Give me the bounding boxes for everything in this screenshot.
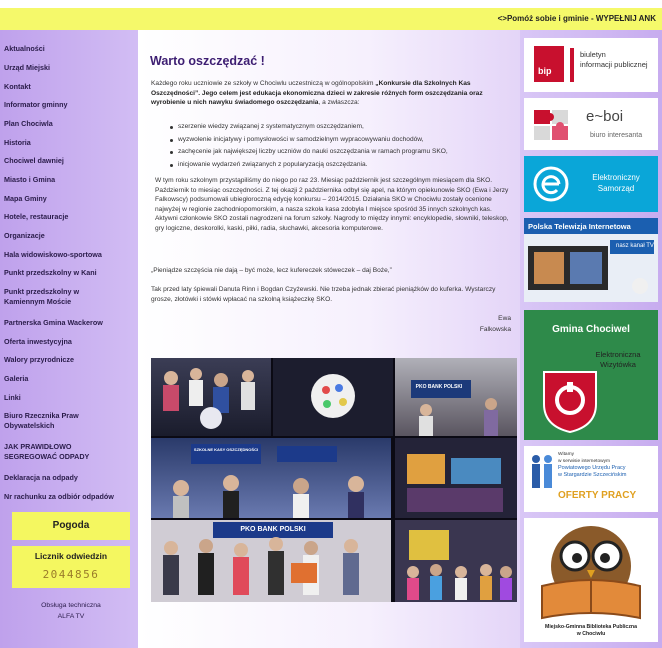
job-offers-title: OFERTY PRACY [558, 490, 637, 501]
bip-link[interactable] [524, 38, 658, 92]
nav-item-organizacje[interactable]: Organizacje [4, 231, 45, 240]
banner-text: PKO BANK POLSKI [415, 384, 463, 390]
visit-counter-label: Licznik odwiedzin [34, 551, 108, 561]
nav-item-linki[interactable]: Linki [4, 393, 21, 402]
nav-item-hala[interactable]: Hala widowiskowo-sportowa [4, 250, 102, 259]
bip-label [580, 50, 648, 70]
eboi-subtitle: biuro interesanta [590, 132, 643, 139]
e-logo-icon [532, 165, 570, 203]
bip-label-line: biuletyn [580, 50, 606, 59]
library-label [524, 624, 658, 638]
tv-link[interactable] [524, 218, 658, 302]
gmina-title: Gmina Chociwel [552, 324, 630, 335]
nav-item-segregacja[interactable]: JAK PRAWIDŁOWO SEGREGOWAĆ ODPADY [4, 442, 90, 461]
nav-item-miasto-i-gmina[interactable]: Miasto i Gmina [4, 175, 56, 184]
eboi-link[interactable] [524, 98, 658, 150]
nav-item-plan-chociwla[interactable]: Plan Chociwla [4, 119, 53, 128]
article-intro-text: Każdego roku uczniowie ze szkoły w Chociwlu uczestniczą w ogólnopolskim [151, 80, 376, 87]
nav-item-punkt-kania[interactable]: Punkt przedszkolny w Kani [4, 268, 97, 277]
tech-support-company: ALFA TV [57, 613, 85, 620]
gmina-label-line: Wizytówka [600, 360, 636, 369]
banner-text: SZKOLNE KASY OSZCZĘDNOŚCI [193, 447, 259, 452]
visit-counter-value: 2044856 [42, 568, 100, 581]
e-samorzad-link[interactable] [524, 156, 658, 212]
collage-image [151, 358, 517, 602]
list-item: zachęcenie jak największej liczby uczniów do nauki oszczędzania w ramach programu SKO, [170, 146, 510, 159]
list-item: szerzenie wiedzy związanej z systematycznym oszczędzaniem, [170, 121, 510, 134]
nav-item-hotele[interactable]: Hotele, restauracje [4, 212, 69, 221]
nav-item-informator[interactable]: Informator gminny [4, 100, 68, 109]
nav-item-oferta-inwestycyjna[interactable]: Oferta inwestycyjna [4, 337, 72, 346]
gmina-label [578, 350, 658, 370]
bip-logo-text: bip [538, 66, 552, 76]
e-samorzad-line: Samorząd [597, 184, 635, 193]
list-item: wyzwolenie inicjatywy i pomysłowości w samodzielnym wypracowywaniu dochodów, [170, 134, 510, 147]
owl-icon [532, 520, 650, 624]
banner-text: PKO BANK POLSKI [240, 526, 306, 533]
nav-item-urzad-miejski[interactable]: Urząd Miejski [4, 63, 50, 72]
nav-item-rzecznik[interactable]: Biuro Rzecznika Praw Obywatelskich [4, 411, 79, 430]
nav-item-historia[interactable]: Historia [4, 138, 31, 147]
coat-of-arms-icon [540, 368, 600, 434]
signature-first-name: Ewa [498, 315, 511, 322]
job-offers-link[interactable] [524, 446, 658, 512]
goals-list [170, 121, 510, 171]
bip-divider [570, 48, 574, 82]
tech-support[interactable] [12, 600, 130, 622]
nav-item-wackerow[interactable]: Partnerska Gmina Wackerow [4, 318, 103, 327]
article-intro [151, 79, 515, 108]
article-paragraph: W tym roku szkolnym przystąpiliśmy do niego po raz 23. Miesiąc październik jest szczególnym miesiącem dla SKO. Październik to miesiąc oszczędności. Z tej okazji 2 października odbył się apel, na którym opiekunowie SKO (Ewa i Jerzy Falkowscy) podsumowali ubiegłoroczną edycję konkursu – 2014/2015. Działania SKO w Chociwlu zostały ocenione najwyżej w regionie zachodniopomorskim, a nasza szkoła kasa zdobyła I miejsce spośród 35 innych szkolnych kas. Aktywni członkowie SKO zostali nagrodzeni na forum szkoły. Nagrody to między innymi: encyklopedie, słowniki, teleskop, gry logiczne, deskorolki, kaski, piłki, radia, słuchawki, akcesoria komputerowe. [155, 177, 509, 232]
page-title: Warto oszczędzać ! [150, 54, 265, 68]
e-samorzad-line: Elektroniczny [592, 173, 640, 182]
e-samorzad-label [580, 172, 652, 194]
bip-logo-icon [534, 46, 564, 82]
article-paragraph: Tak przed laty śpiewali Danuta Rinn i Bogdan Czyżewski. Nie trzeba jednak zbierać pieniążków do kuferka. Wystarczy grosze, złotówki i stówki wpłacać na szkolną książeczkę SKO. [151, 286, 496, 303]
gmina-chociwel-link[interactable] [524, 310, 658, 440]
nav-item-mapa-gminy[interactable]: Mapa Gminy [4, 194, 47, 203]
visit-counter [12, 546, 130, 588]
nav-item-deklaracja[interactable]: Deklaracja na odpady [4, 473, 78, 482]
list-item: inicjowanie wydarzeń związanych z popularyzacją oszczędzania. [170, 159, 510, 172]
article-intro-end: , a zwłaszcza: [318, 99, 360, 106]
eboi-title: e~boi [586, 108, 624, 125]
people-icon [530, 454, 554, 490]
photo-collage[interactable] [151, 358, 517, 602]
article-signature [455, 313, 511, 335]
job-office-label [558, 452, 656, 478]
article-intro-bold: „Konkursie dla Szkolnych Kas Oszczędności”. Jego celem jest edukacja ekonomiczna dzieci w zakresie różnych form oszczędzania oraz wyrobienie u nich nawyku świadomego oszczędzania [151, 80, 483, 106]
gmina-label-line: Elektroniczna [595, 350, 641, 359]
job-line: w serwisie internetowym [558, 458, 610, 464]
job-line: Powiatowego Urzędu Pracy [558, 465, 626, 471]
library-link[interactable] [524, 518, 658, 642]
bip-label-line: informacji publicznej [580, 60, 648, 69]
puzzle-icon [532, 106, 576, 142]
tech-support-label: Obsługa techniczna [41, 602, 101, 609]
job-line: w Stargardzie Szczecińskim [558, 471, 627, 478]
nav-item-kontakt[interactable]: Kontakt [4, 82, 31, 91]
marquee-link[interactable]: <>Pomóż sobie i gminie - WYPEŁNIJ ANK [497, 14, 656, 23]
nav-item-punkt-kamienny-most[interactable]: Punkt przedszkolny w Kamiennym Moście [4, 287, 80, 306]
tv-subtitle: nasz kanał TV [616, 243, 654, 249]
article-quote: „Pieniądze szczęścia nie dają – być może, lecz kufereczek stóweczek – daj Boże,” [151, 267, 392, 274]
library-label-line: Miejsko-Gminna Biblioteka Publiczna [545, 624, 637, 630]
nav-item-aktualnosci[interactable]: Aktualności [4, 44, 45, 53]
nav-item-galeria[interactable]: Galeria [4, 374, 29, 383]
weather-button[interactable]: Pogoda [12, 512, 130, 540]
job-line: Witamy [558, 452, 574, 457]
nav-item-walory[interactable]: Walory przyrodnicze [4, 355, 75, 364]
nav-item-rachunek[interactable]: Nr rachunku za odbiór odpadów [4, 492, 114, 501]
signature-last-name: Falkowska [479, 326, 511, 333]
library-label-line: w Chociwlu [576, 631, 606, 637]
tv-title: Polska Telewizja Internetowa [528, 222, 631, 231]
nav-item-chociwel-dawniej[interactable]: Chociwel dawniej [4, 156, 64, 165]
